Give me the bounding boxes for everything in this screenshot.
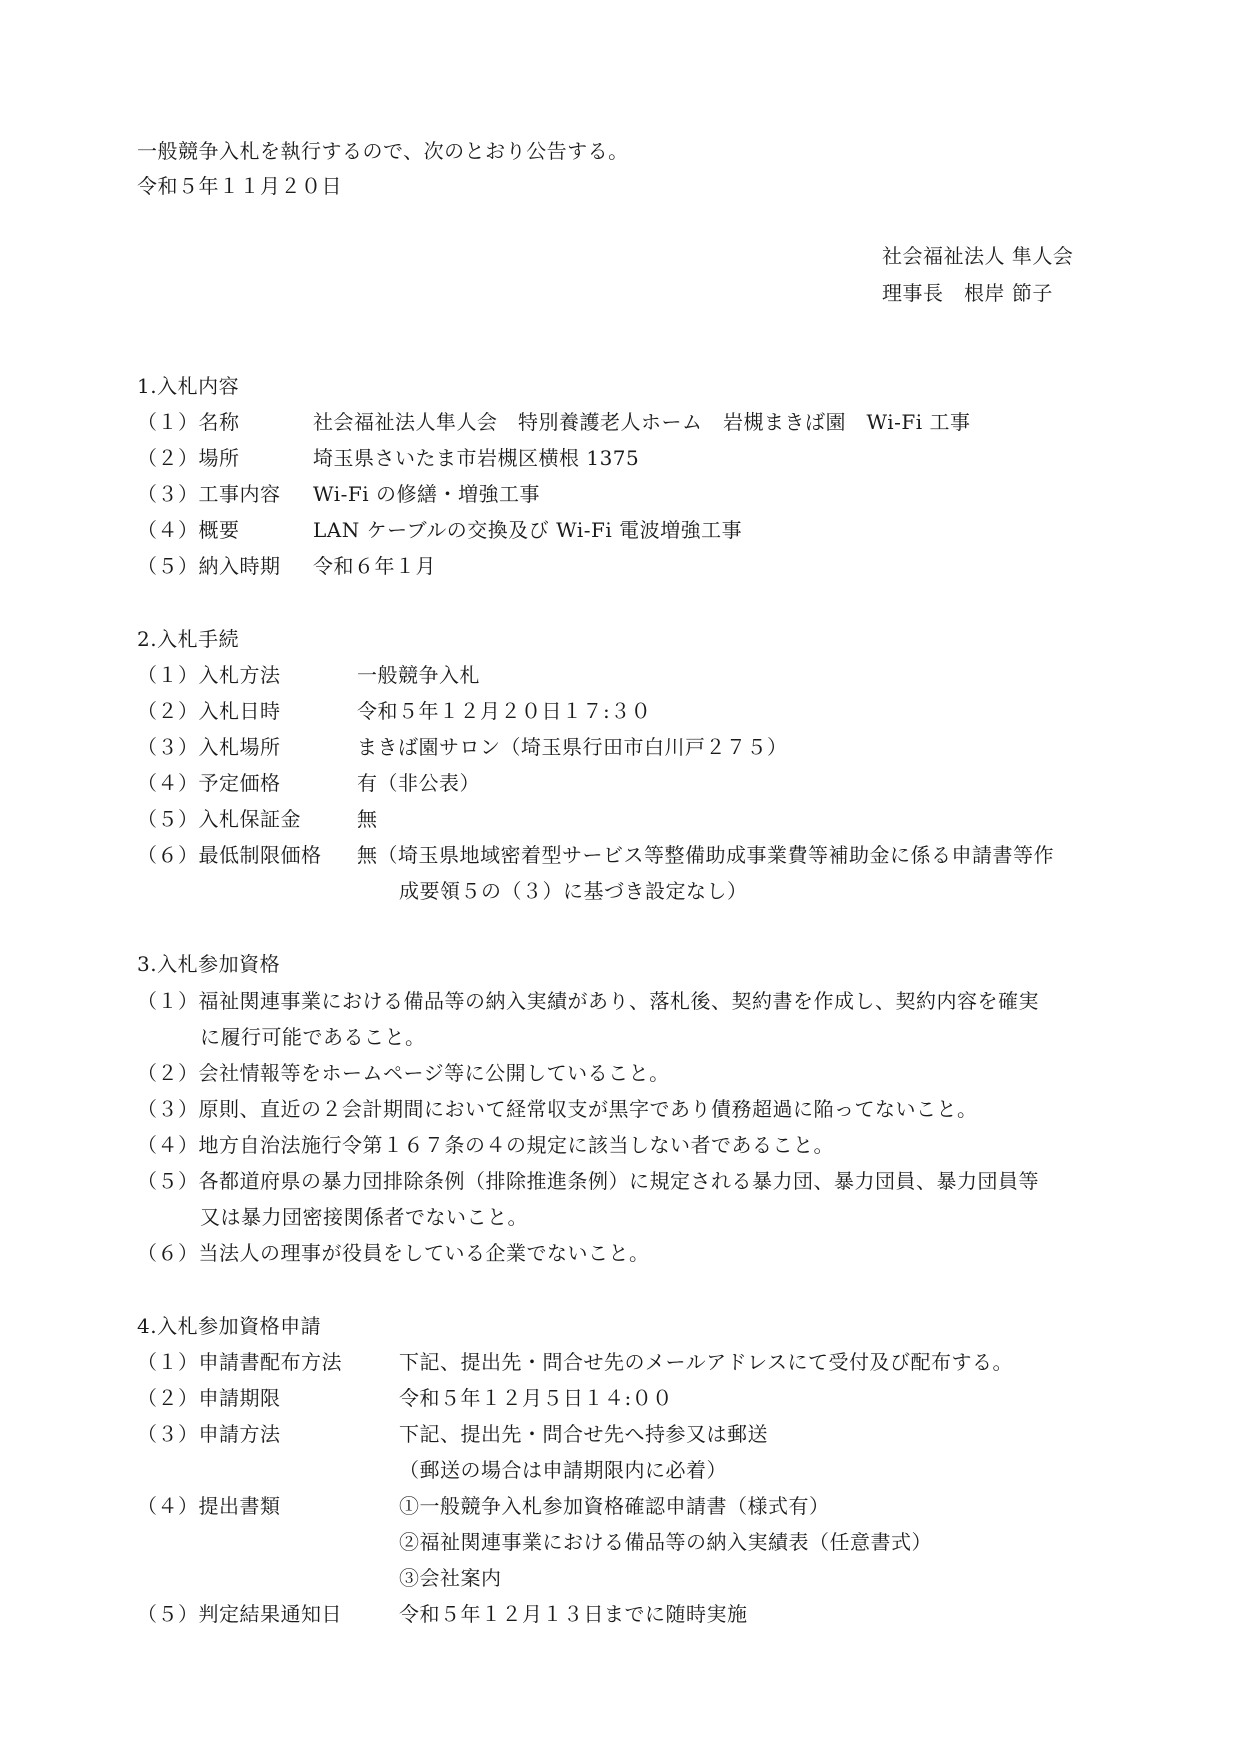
section-heading: 1.入札内容 xyxy=(137,374,240,398)
list-item: （４）地方自治法施行令第１６７条の４の規定に該当しない者であること。 xyxy=(137,1133,834,1157)
item-value: 無（埼玉県地域密着型サービス等整備助成事業費等補助金に係る申請書等作 xyxy=(357,843,1054,867)
item-value: 令和５年１２月２０日１７:３０ xyxy=(357,699,652,723)
list-item: （５）各都道府県の暴力団排除条例（排除推進条例）に規定される暴力団、暴力団員、暴力団員等 xyxy=(137,1169,1039,1193)
list-item: （３）原則、直近の２会計期間において経常収支が黒字であり債務超過に陥ってないこと。 xyxy=(137,1097,978,1121)
item-label: （２）申請期限 xyxy=(137,1386,281,1410)
item-value-continued: ③会社案内 xyxy=(399,1566,502,1590)
list-item-continued: に履行可能であること。 xyxy=(200,1025,426,1049)
item-value-continued: 成要領５の（３）に基づき設定なし） xyxy=(399,879,748,903)
item-label: （３）入札場所 xyxy=(137,735,281,759)
item-value: 社会福祉法人隼人会 特別養護老人ホーム 岩槻まきば園 Wi-Fi 工事 xyxy=(313,410,971,434)
item-label: （４）予定価格 xyxy=(137,771,281,795)
issuer-organization: 社会福祉法人 隼人会 xyxy=(882,244,1074,268)
item-label: （１）名称 xyxy=(137,410,240,434)
list-item: （２）会社情報等をホームページ等に公開していること。 xyxy=(137,1061,670,1085)
item-label: （４）提出書類 xyxy=(137,1494,281,1518)
item-label: （３）工事内容 xyxy=(137,482,281,506)
section-heading: 3.入札参加資格 xyxy=(137,952,281,976)
item-value: 一般競争入札 xyxy=(357,663,480,687)
notice-date: 令和５年１１月２０日 xyxy=(137,174,342,198)
item-value: 令和５年１２月５日１４:００ xyxy=(399,1386,673,1410)
item-label: （１）申請書配布方法 xyxy=(137,1350,342,1374)
list-item: （１）福祉関連事業における備品等の納入実績があり、落札後、契約書を作成し、契約内容を確実 xyxy=(137,989,1039,1013)
item-value: 下記、提出先・問合せ先へ持参又は郵送 xyxy=(399,1422,768,1446)
item-label: （２）場所 xyxy=(137,446,240,470)
intro-text: 一般競争入札を執行するので、次のとおり公告する。 xyxy=(137,139,629,163)
item-value: 令和５年１２月１３日までに随時実施 xyxy=(399,1602,748,1626)
item-value: Wi-Fi の修繕・増強工事 xyxy=(313,482,540,506)
item-value-continued: （郵送の場合は申請期限内に必着） xyxy=(399,1458,727,1482)
item-label: （５）判定結果通知日 xyxy=(137,1602,342,1626)
item-label: （４）概要 xyxy=(137,518,240,542)
item-value: 無 xyxy=(357,807,378,831)
list-item-continued: 又は暴力団密接関係者でないこと。 xyxy=(200,1205,528,1229)
list-item: （６）当法人の理事が役員をしている企業でないこと。 xyxy=(137,1241,650,1265)
item-value: 有（非公表） xyxy=(357,771,480,795)
item-value: LAN ケーブルの交換及び Wi-Fi 電波増強工事 xyxy=(313,518,743,542)
item-value: ①一般競争入札参加資格確認申請書（様式有） xyxy=(399,1494,830,1518)
item-value: 埼玉県さいたま市岩槻区横根 1375 xyxy=(313,446,640,470)
issuer-representative: 理事長 根岸 節子 xyxy=(882,281,1053,305)
section-heading: 4.入札参加資格申請 xyxy=(137,1314,322,1338)
item-label: （３）申請方法 xyxy=(137,1422,281,1446)
item-label: （１）入札方法 xyxy=(137,663,281,687)
item-value: まきば園サロン（埼玉県行田市白川戸２７５） xyxy=(357,735,788,759)
item-label: （５）納入時期 xyxy=(137,554,281,578)
item-value: 令和６年１月 xyxy=(313,554,436,578)
item-label: （５）入札保証金 xyxy=(137,807,301,831)
item-value-continued: ②福祉関連事業における備品等の納入実績表（任意書式） xyxy=(399,1530,932,1554)
item-label: （２）入札日時 xyxy=(137,699,281,723)
item-value: 下記、提出先・問合せ先のメールアドレスにて受付及び配布する。 xyxy=(399,1350,1013,1374)
item-label: （６）最低制限価格 xyxy=(137,843,322,867)
section-heading: 2.入札手続 xyxy=(137,627,240,651)
